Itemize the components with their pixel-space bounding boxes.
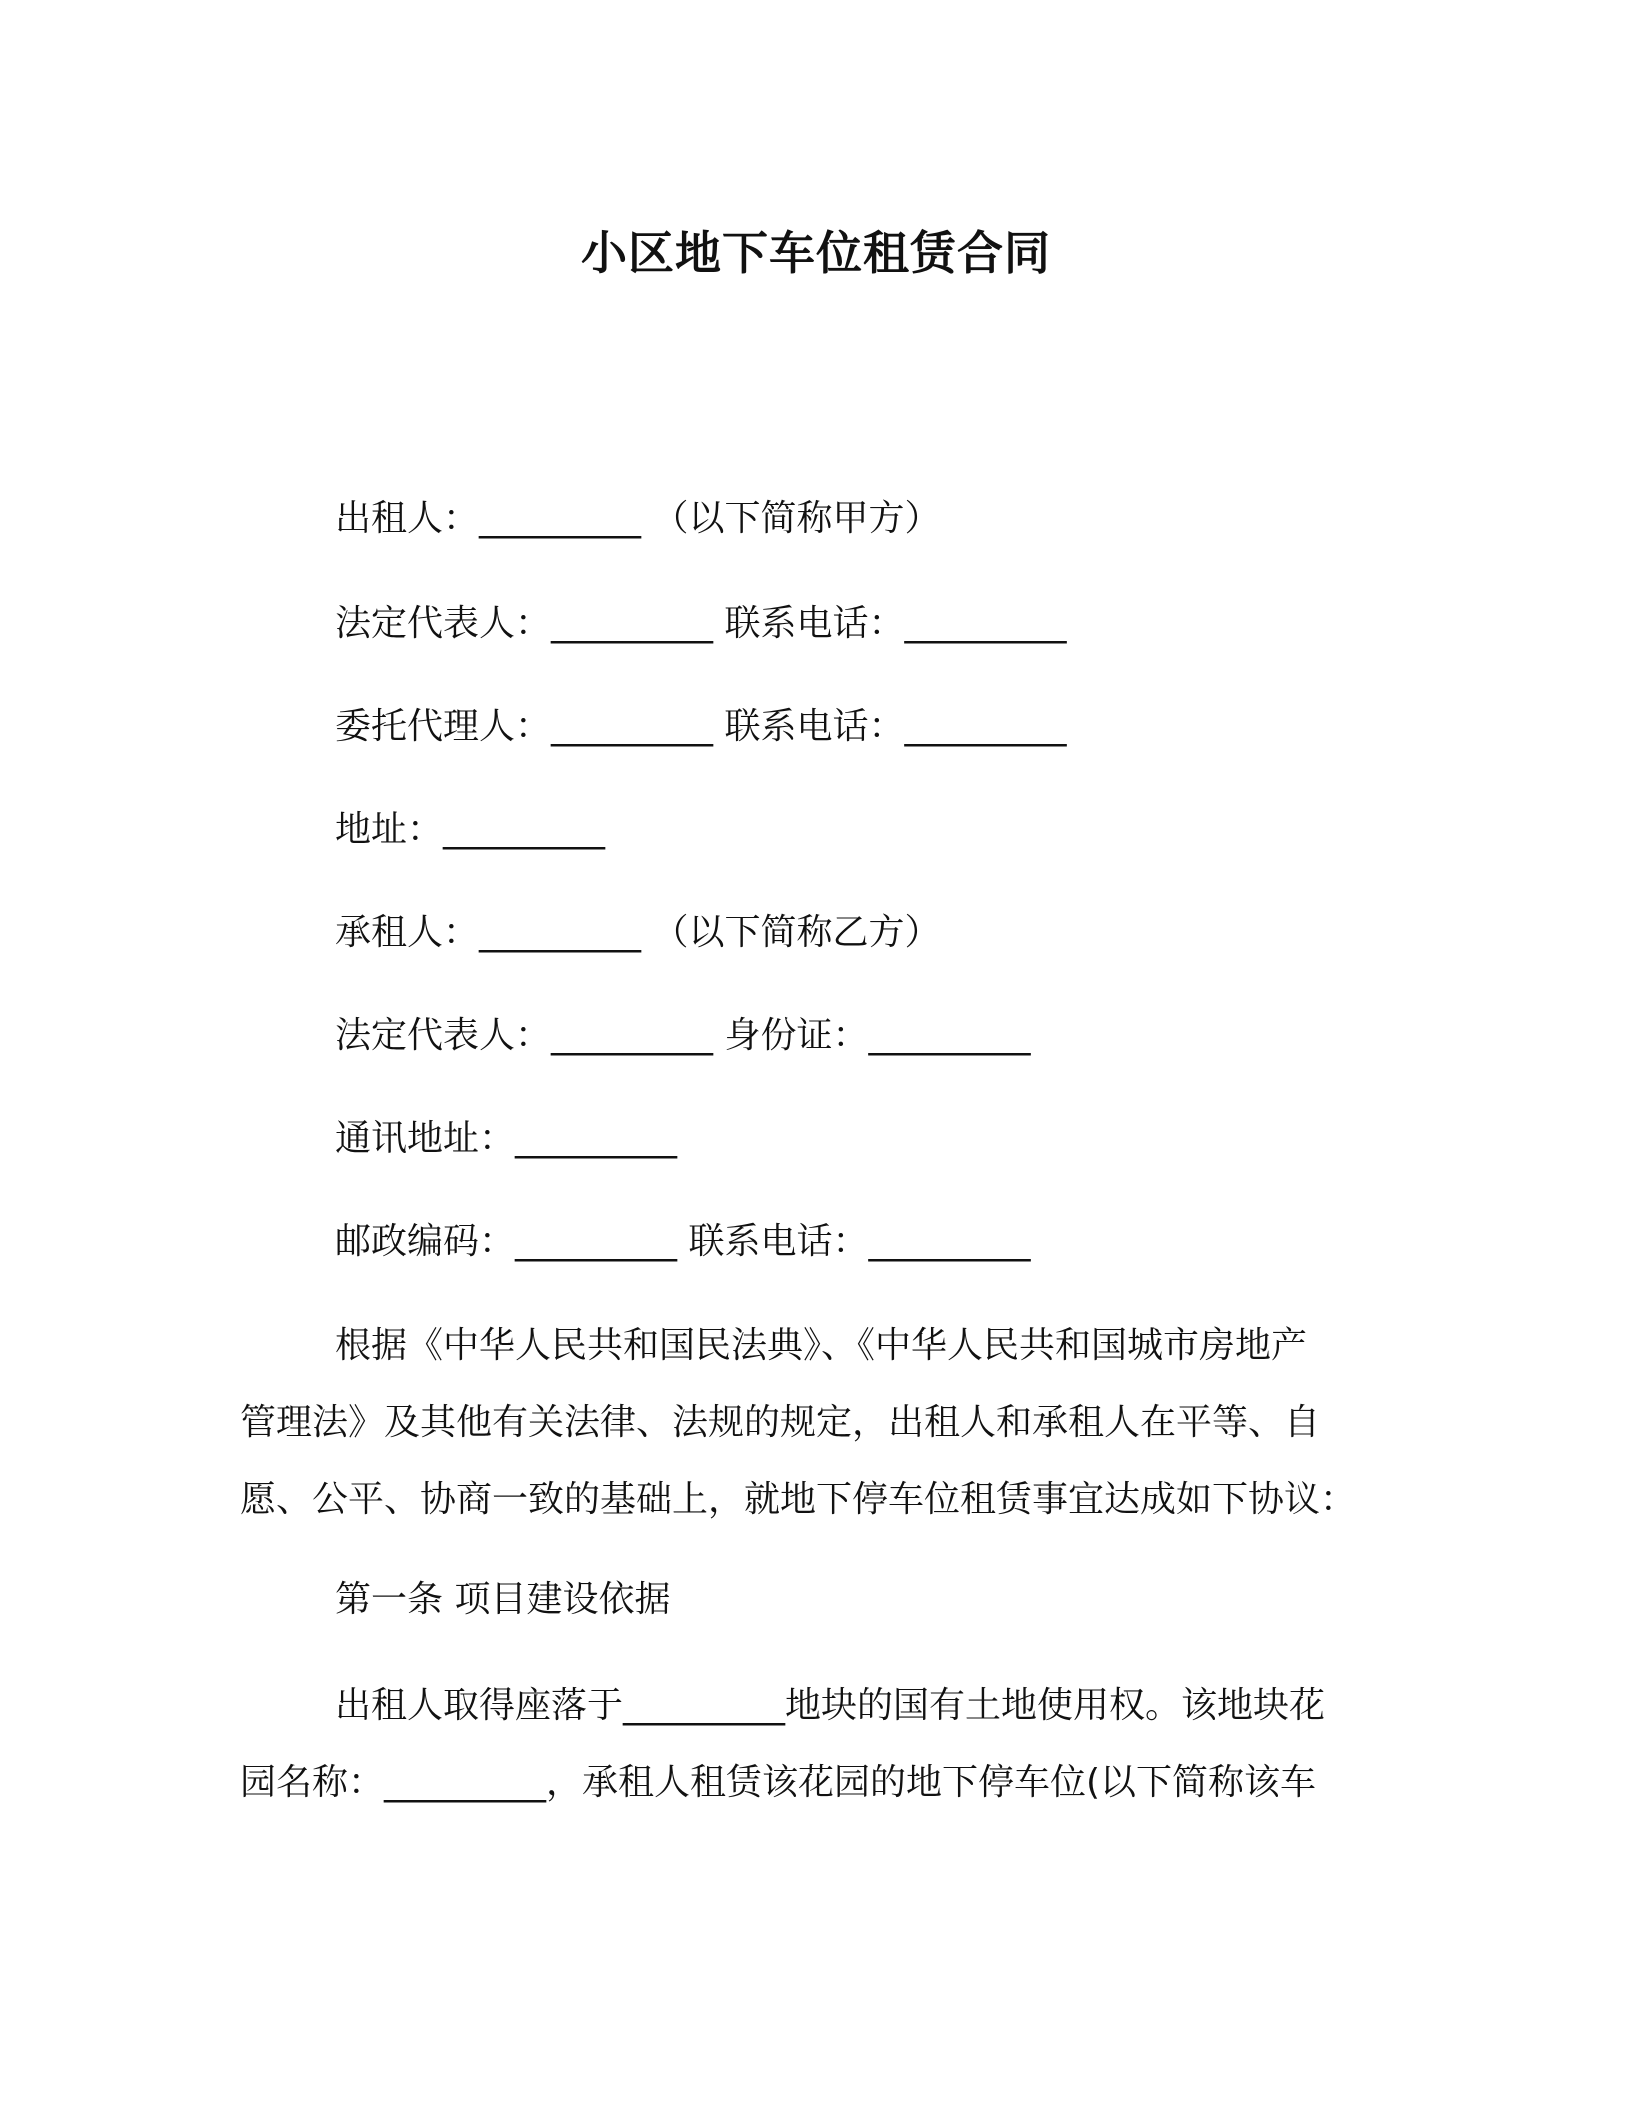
lessee-name-field: 承租人：_________ （以下简称乙方）: [335, 912, 941, 953]
preamble-paragraph: [240, 1307, 1380, 1538]
lessee-legal-rep-field: 法定代表人：_________ 身份证：_________: [335, 1015, 1031, 1056]
lessee-postal-phone-field: 邮政编码：_________ 联系电话：_________: [335, 1221, 1031, 1262]
preamble-line-3: 愿、公平、协商一致的基础上，就地下停车位租赁事宜达成如下协议：: [240, 1479, 1357, 1520]
document-title: 小区地下车位租赁合同: [581, 226, 1051, 280]
preamble-line-1-text: 根据《中华人民共和国民法典》、《中华人民共和国城市房地产: [335, 1325, 1308, 1366]
lessor-address-field: 地址：_________: [335, 809, 606, 850]
lessor-agent-field: 委托代理人：_________ 联系电话：_________: [335, 706, 1067, 747]
preamble-line-2: 管理法》及其他有关法律、法规的规定，出租人和承租人在平等、自: [240, 1402, 1321, 1443]
lessor-legal-rep-field: 法定代表人：_________ 联系电话：_________: [335, 603, 1067, 644]
article-1-line-1-text: 出租人取得座落于_________地块的国有土地使用权。该地块花: [335, 1685, 1326, 1726]
preamble-line-1: [240, 1307, 1380, 1384]
lessee-mailing-address-field: 通讯地址：_________: [335, 1118, 678, 1159]
lessor-name-field: 出租人：_________ （以下简称甲方）: [335, 498, 941, 539]
article-1-line-1: [240, 1667, 1380, 1744]
article-1-paragraph: [240, 1667, 1380, 1821]
article-1-heading: 第一条 项目建设依据: [335, 1579, 671, 1620]
article-1-line-2: 园名称：_________，承租人租赁该花园的地下停车位(以下简称该车: [240, 1762, 1317, 1803]
